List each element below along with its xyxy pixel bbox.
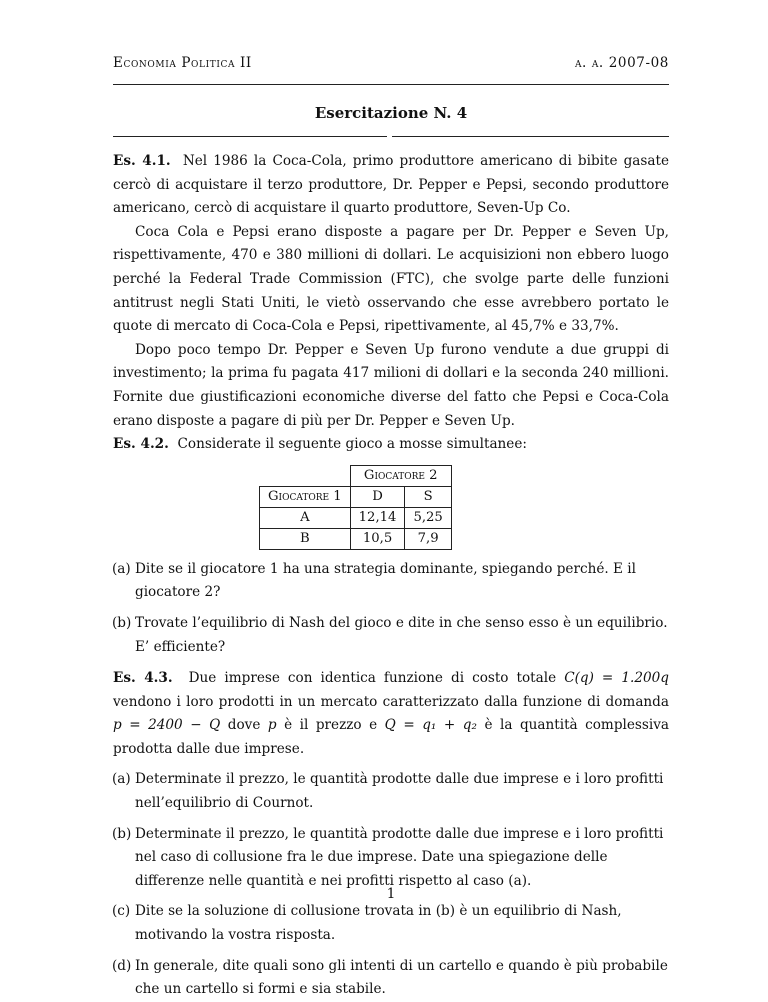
payoff-cell: 12,14: [350, 507, 405, 528]
list-item: [113, 558, 669, 605]
title-rule-left: [113, 136, 387, 137]
exercise-4-2: [113, 433, 669, 659]
row-header: B: [260, 528, 351, 549]
exercise-label: Es. 4.1.: [113, 153, 171, 169]
table-row: [260, 507, 452, 528]
list-item: [113, 768, 669, 815]
cost-function: C(q) = 1.200q: [564, 670, 669, 687]
payoff-cell: 10,5: [350, 528, 405, 549]
exercise-4-2-questions: [113, 558, 669, 659]
item-text: Dite se la soluzione di collusione trovata in (b) è un equilibrio di Nash, motivando la vostra risposta.: [135, 903, 622, 944]
payoff-cell: 7,9: [405, 528, 451, 549]
quantity-formula: Q = q₁ + q₂: [384, 717, 477, 734]
payoff-table-wrapper: [113, 465, 669, 550]
payoff-cell: 5,25: [405, 507, 451, 528]
exercise-text: Nel 1986 la Coca-Cola, primo produttore americano di bibite gasate cercò di acquistare il terzo produttore, Dr. Pepper e Pepsi, secondo produttore americano, cercò di acquistare il quarto produttore, Seven-Up Co.: [113, 153, 669, 217]
title-rule-right: [392, 136, 669, 137]
exercise-4-1-paragraph-3: Dopo poco tempo Dr. Pepper e Seven Up furono vendute a due gruppi di investimento; la prima fu pagata 417 milioni di dollari e la seconda 240 millioni. Fornite due giustificazioni economiche diverse del fatto che Pepsi e Coca-Cola erano disposte a pagare di più per Dr. Pepper e Seven Up.: [113, 341, 669, 429]
exercise-4-3-intro: Es. 4.3. Due imprese con identica funzione di costo totale C(q) = 1.200q vendono i loro prodotti in un mercato caratterizzato dalla funzione di domanda p = 2400 − Q dove p è il prezzo e Q = q₁ + q₂ è la quantità complessiva prodotta dalle due imprese.: [113, 670, 670, 757]
exercise-content: [113, 150, 669, 1002]
item-label: (a): [112, 560, 131, 577]
page-title: Esercitazione N. 4: [314, 104, 468, 122]
exercise-4-2-intro: [113, 433, 669, 457]
payoff-table: [259, 465, 452, 550]
item-text: Determinate il prezzo, le quantità prodotte dalle due imprese e i loro profitti nel caso di collusione fra le due imprese. Date una spiegazione delle differenze nelle quantità e nei profitti rispetto al caso (a).: [135, 825, 664, 889]
exercise-label: Es. 4.3.: [113, 670, 173, 687]
list-item: [113, 955, 669, 1002]
column-header: D: [350, 486, 405, 507]
exercise-4-1-paragraph-2: Coca Cola e Pepsi erano disposte a pagare per Dr. Pepper e Seven Up, rispettivamente, 470 e 380 millioni di dollari. Le acquisizioni non ebbero luogo perché la Federal Trade Commission (FTC), che svolge parte delle funzioni antitrust negli Stati Uniti, le vietò osservando che esse avrebbero portato le quote di mercato di Coca-Cola e Pepsi, ripettivamente, al 45,7% e 33,7%.: [113, 223, 669, 335]
demand-function: p = 2400 − Q: [113, 717, 221, 734]
page-number: 1: [386, 886, 396, 902]
document-page: [112, 0, 670, 998]
academic-year: a. a. 2007-08: [574, 55, 669, 71]
exercise-4-1: [113, 150, 669, 433]
exercise-text: Considerate il seguente gioco a mosse simultanee:: [177, 436, 527, 453]
exercise-4-1-paragraph-1: [113, 150, 669, 221]
row-header: A: [260, 507, 351, 528]
item-text: Dite se il giocatore 1 ha una strategia dominante, spiegando perché. E il giocatore 2?: [135, 560, 636, 601]
item-text: Trovate l’equilibrio di Nash del gioco e dite in che senso esso è un equilibrio. E’ efficiente?: [135, 614, 668, 655]
course-name: Economia Politica II: [113, 55, 252, 71]
list-item: [113, 612, 669, 659]
exercise-4-3: [113, 667, 669, 1002]
list-item: [113, 823, 669, 894]
item-label: (b): [112, 614, 132, 631]
item-label: (c): [112, 903, 131, 920]
exercise-label: Es. 4.2.: [113, 436, 169, 453]
table-row: [260, 528, 452, 549]
list-item: [113, 900, 669, 947]
player-1-header: Giocatore 1: [260, 486, 351, 507]
player-2-header: Giocatore 2: [350, 465, 451, 486]
item-text: Determinate il prezzo, le quantità prodotte dalle due imprese e i loro profitti nell’equilibrio di Cournot.: [135, 771, 664, 812]
item-text: In generale, dite quali sono gli intenti di un cartello e quando è più probabile che un cartello si formi e sia stabile.: [135, 957, 668, 998]
item-label: (a): [112, 771, 131, 788]
column-header: S: [405, 486, 451, 507]
price-variable: p: [267, 717, 277, 734]
item-label: (b): [112, 825, 132, 842]
header-rule: [113, 84, 669, 85]
item-label: (d): [112, 957, 132, 974]
